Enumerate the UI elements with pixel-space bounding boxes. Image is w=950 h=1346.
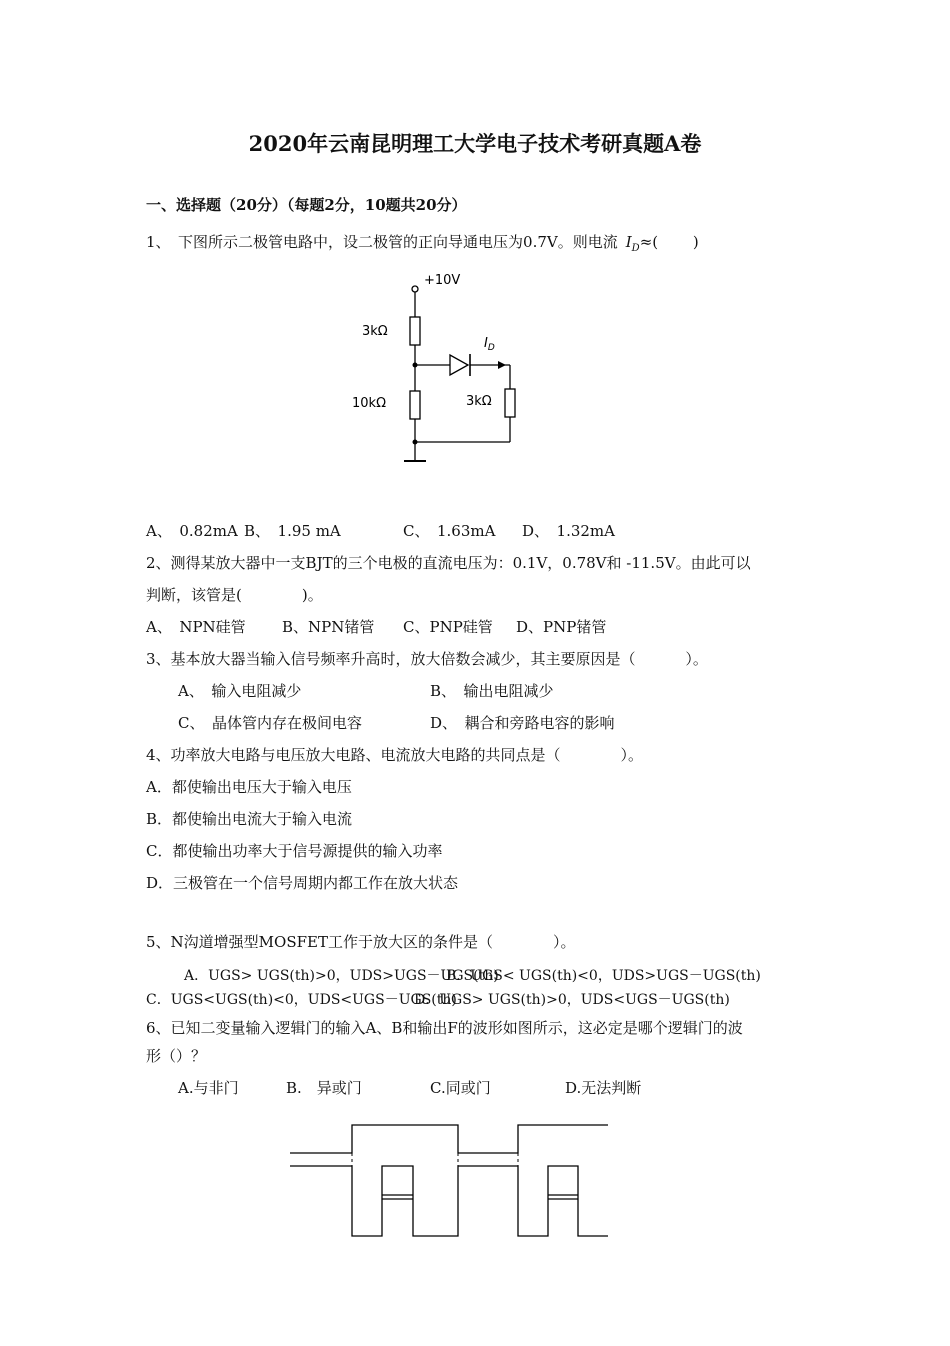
question-2-line2: 判断，该管是( )。 xyxy=(146,586,323,604)
q3-option-d: D、 耦合和旁路电容的影响 xyxy=(430,714,615,732)
question-1-text: 1、 下图所示二极管电路中，设二极管的正向导通电压为0.7V。则电流 xyxy=(146,233,618,251)
resistor-top xyxy=(410,317,420,345)
question-2-line1: 2、测得某放大器中一支BJT的三个电极的直流电压为：0.1V，0.78V和 -11.5V。由此可以 xyxy=(146,554,751,572)
resistor-load xyxy=(505,389,515,417)
q3-option-b: B、 输出电阻减少 xyxy=(430,682,554,700)
q1-option-d: D、 1.32mA xyxy=(522,522,615,540)
q6-option-a: A.与非门 xyxy=(178,1079,239,1097)
q5-option-b: B．UGS< UGS(th)<0，UDS>UGS－UGS(th) xyxy=(446,968,761,984)
diode xyxy=(450,354,470,376)
resistor-bottom xyxy=(410,391,420,419)
waveform-a xyxy=(290,1125,608,1153)
resistor-top-label: 3kΩ xyxy=(362,324,388,339)
q4-option-a: A．都使输出电压大于输入电压 xyxy=(146,778,352,796)
current-subscript: D xyxy=(631,243,640,254)
diode-circuit-diagram xyxy=(340,265,540,475)
q2-option-b: B、NPN锗管 xyxy=(282,618,375,636)
q3-option-c: C、 晶体管内存在极间电容 xyxy=(178,714,362,732)
logic-waveform-diagram xyxy=(285,1118,615,1243)
resistor-bottom-label: 10kΩ xyxy=(352,396,387,411)
question-6-line1: 6、已知二变量输入逻辑门的输入A、B和输出F的波形如图所示，这必定是哪个逻辑门的波 xyxy=(146,1019,743,1037)
q5-option-d: D．UGS> UGS(th)>0，UDS<UGS－UGS(th) xyxy=(414,992,730,1008)
q4-option-d: D．三极管在一个信号周期内都工作在放大状态 xyxy=(146,874,459,892)
q4-option-c: C．都使输出功率大于信号源提供的输入功率 xyxy=(146,842,443,860)
supply-label: +10V xyxy=(424,273,461,288)
q1-option-b: B、 1.95 mA xyxy=(244,522,341,540)
q5-option-a: A．UGS> UGS(th)>0，UDS>UGS－UGS(th) xyxy=(184,968,499,984)
q4-option-b: B．都使输出电流大于输入电流 xyxy=(146,810,353,828)
question-6-line2: 形（）？ xyxy=(146,1047,207,1065)
question-1-blank: ≈( ) xyxy=(639,233,699,251)
q2-option-d: D、PNP锗管 xyxy=(516,618,607,636)
question-4: 4、功率放大电路与电压放大电路、电流放大电路的共同点是（ ）。 xyxy=(146,746,644,764)
supply-terminal xyxy=(412,286,418,292)
q2-option-a: A、 NPN硅管 xyxy=(146,618,246,636)
section-heading: 一、选择题（20分）（每题2分，10题共20分） xyxy=(146,196,467,214)
question-3: 3、基本放大器当输入信号频率升高时，放大倍数会减少，其主要原因是（ ）。 xyxy=(146,650,708,668)
q1-option-c: C、 1.63mA xyxy=(403,522,496,540)
current-arrow xyxy=(498,361,506,369)
waveform-b xyxy=(290,1166,608,1236)
q6-option-b: B. 异或门 xyxy=(286,1079,362,1097)
q6-option-d: D.无法判断 xyxy=(565,1079,642,1097)
q3-option-a: A、 输入电阻减少 xyxy=(178,682,302,700)
resistor-load-label: 3kΩ xyxy=(466,394,492,409)
q5-option-c: C．UGS<UGS(th)<0，UDS<UGS－UGS(th) xyxy=(146,992,457,1008)
q2-option-c: C、PNP硅管 xyxy=(403,618,493,636)
q6-option-c: C.同或门 xyxy=(430,1079,491,1097)
question-5: 5、N沟道增强型MOSFET工作于放大区的条件是（ ）。 xyxy=(146,933,576,951)
question-1 xyxy=(146,232,699,259)
page-title: 2020年云南昆明理工大学电子技术考研真题A卷 xyxy=(248,131,702,156)
q1-option-a: A、 0.82mA xyxy=(146,522,238,540)
current-symbol: I xyxy=(625,233,632,251)
current-label: $I_D$ xyxy=(484,336,495,353)
